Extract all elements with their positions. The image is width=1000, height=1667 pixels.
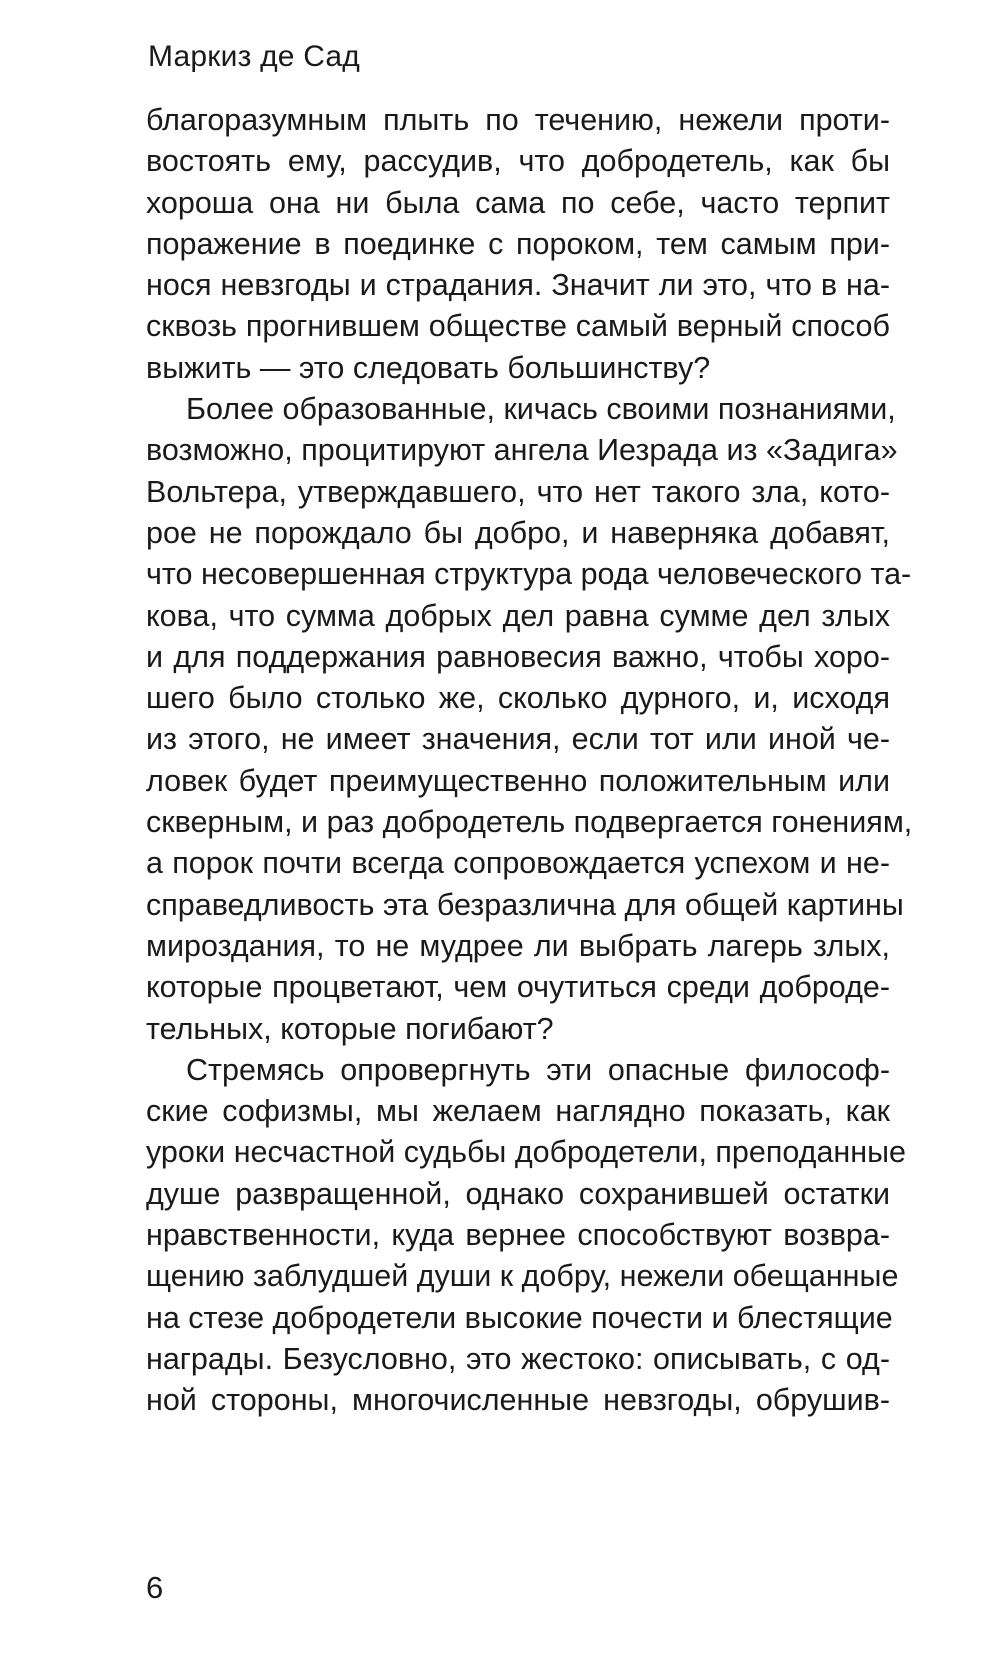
text-line: Более образованные, кичась своими познаниями, [186,392,896,427]
paragraph [146,389,913,1050]
text-line: и для поддержания равновесия важно, чтобы хоро- [146,639,890,674]
text-line: благоразумным плыть по течению, нежели проти- [146,103,890,137]
text-line: нося невзгоды и страдания. Значит ли это, что в на- [146,268,890,303]
text-line: рое не порождало бы добро, и наверняка добавят, [146,515,890,550]
text-line: хороша она ни была сама по себе, часто терпит [146,185,890,220]
page-number: 6 [146,1570,164,1605]
text-line: справедливость эта безразлична для общей картины [146,887,904,922]
text-line: возможно, процитируют ангела Иезрада из «Задига» [146,433,898,468]
text-line: мироздания, то не мудрее ли выбрать лагерь злых, [146,928,890,963]
text-line: ские софизмы, мы желаем наглядно показать, как [146,1094,890,1129]
text-line: что несовершенная структура рода человеческого та- [146,557,912,592]
text-line: ловек будет преимущественно положительным или [146,763,890,798]
paragraph [146,1050,906,1422]
text-line: ной стороны, многочисленные невзгоды, обрушив- [146,1383,890,1418]
text-line: а порок почти всегда сопровождается успехом и не- [146,846,890,881]
text-line: щению заблудшей души к добру, нежели обещанные [146,1259,899,1294]
text-line: на стезе добродетели высокие почести и блестящие [146,1300,893,1335]
text-line: уроки несчастной судьбы добродетели, преподанные [146,1135,906,1170]
text-line: которые процветают, чем очутиться среди доброде- [146,970,890,1005]
text-line: Стремясь опровергнуть эти опасные философ- [186,1052,890,1087]
text-line: тельных, которые погибают? [146,1011,554,1046]
text-line: Вольтера, утверждавшего, что нет такого зла, кото- [146,474,890,509]
text-line: душе развращенной, однако сохранившей остатки [146,1176,890,1211]
text-line: востоять ему, рассудив, что добродетель, как бы [146,144,890,179]
text-line: нравственности, куда вернее способствуют возвра- [146,1218,890,1253]
text-line: шего было столько же, сколько дурного, и, исходя [146,681,890,716]
body-text [146,100,913,1422]
running-head: Маркиз де Сад [148,40,360,73]
paragraph [146,100,890,389]
text-line: выжить — это следовать большинству? [146,350,711,385]
text-line: сквозь прогнившем обществе самый верный способ [146,309,890,344]
text-line: поражение в поединке с пороком, тем самым при- [146,226,890,261]
text-line: награды. Безусловно, это жестоко: описывать, с од- [146,1341,890,1376]
text-line: из этого, не имеет значения, если тот или иной че- [146,722,890,757]
text-line: скверным, и раз добродетель подвергается гонениям, [146,805,913,840]
text-line: кова, что сумма добрых дел равна сумме дел злых [146,598,890,633]
